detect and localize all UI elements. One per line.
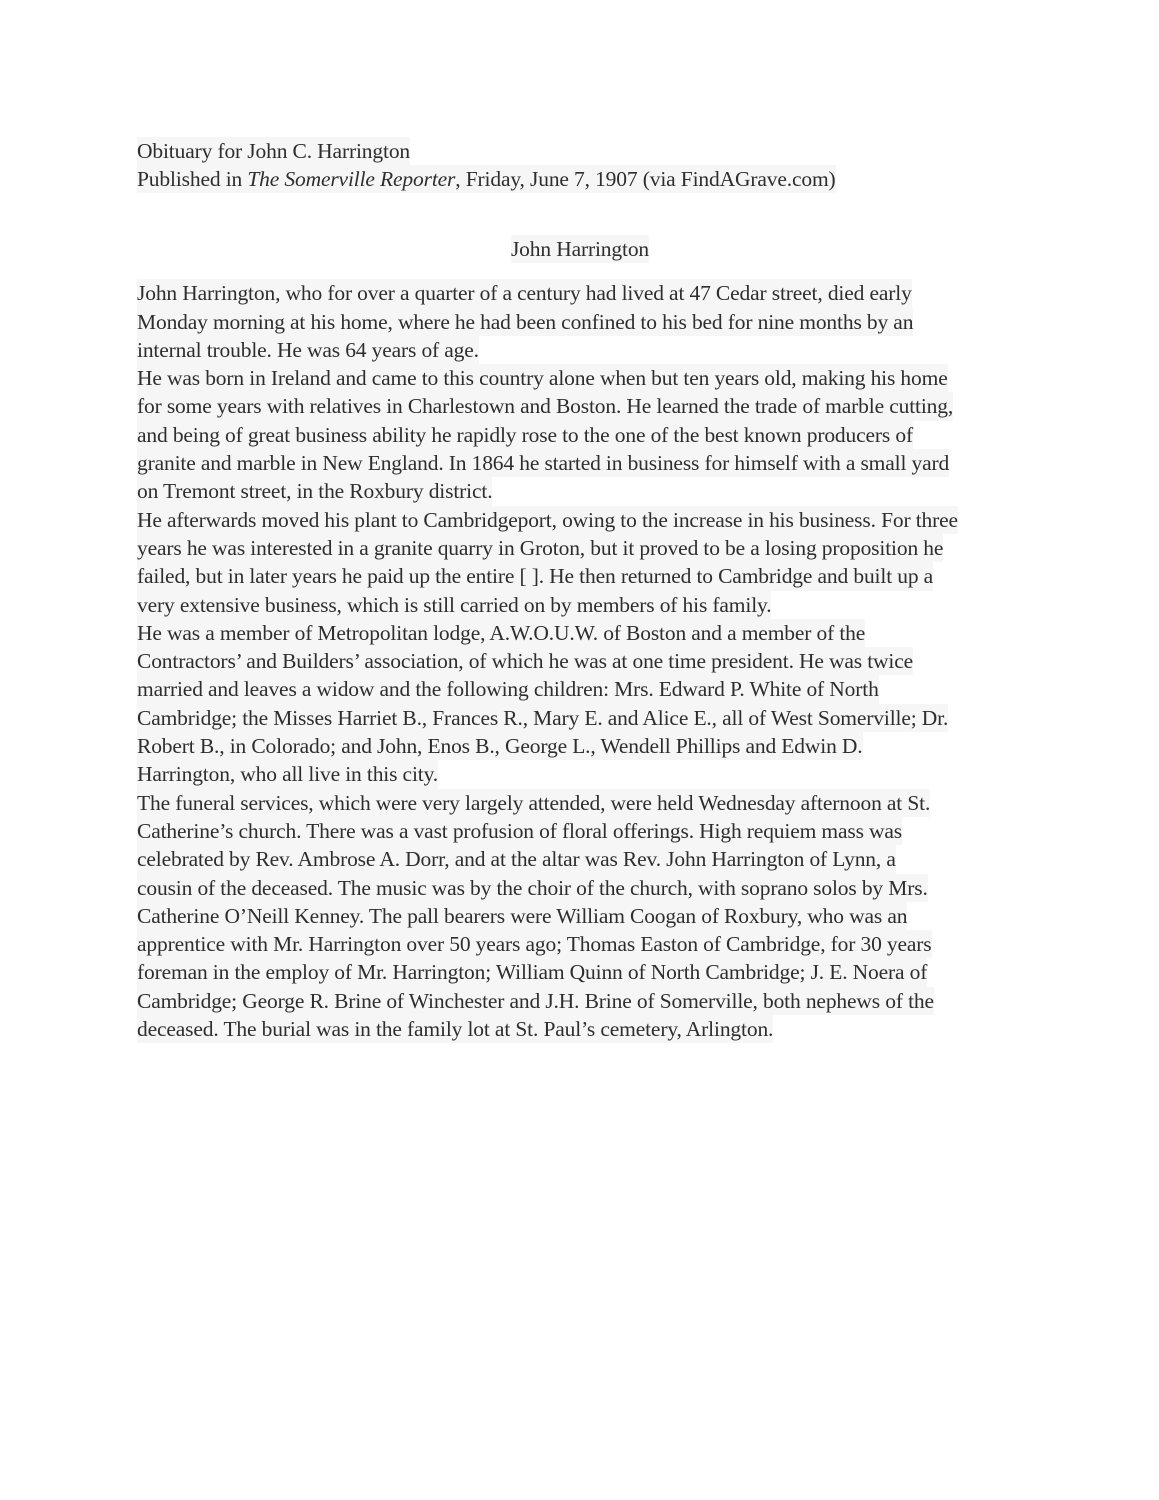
body-line: He afterwards moved his plant to Cambridgeport, owing to the increase in his business. For three [137, 506, 958, 534]
body-line: He was a member of Metropolitan lodge, A.W.O.U.W. of Boston and a member of the [137, 619, 865, 647]
body-line: internal trouble. He was 64 years of age. [137, 336, 479, 364]
body-line: He was born in Ireland and came to this country alone when but ten years old, making his home [137, 364, 948, 392]
body-line: and being of great business ability he rapidly rose to the one of the best known producers of [137, 421, 913, 449]
body-line: Cambridge; George R. Brine of Winchester and J.H. Brine of Somerville, both nephews of the [137, 987, 934, 1015]
body-line: failed, but in later years he paid up the entire [ ]. He then returned to Cambridge and built up a [137, 562, 933, 590]
body-line: celebrated by Rev. Ambrose A. Dorr, and at the altar was Rev. John Harrington of Lynn, a [137, 845, 896, 873]
newspaper-name: The Somerville Reporter [247, 167, 456, 191]
publication-line [137, 165, 836, 193]
body-line: years he was interested in a granite quarry in Groton, but it proved to be a losing proposition he [137, 534, 943, 562]
body-line: very extensive business, which is still carried on by members of his family. [137, 591, 771, 619]
publication-prefix: Published in [137, 167, 248, 191]
body-line: deceased. The burial was in the family lot at St. Paul’s cemetery, Arlington. [137, 1015, 773, 1043]
body-line: Monday morning at his home, where he had been confined to his bed for nine months by an [137, 308, 913, 336]
body-line: for some years with relatives in Charlestown and Boston. He learned the trade of marble cutting, [137, 392, 953, 420]
body-line: apprentice with Mr. Harrington over 50 years ago; Thomas Easton of Cambridge, for 30 years [137, 930, 932, 958]
article-body [137, 279, 1037, 1043]
body-line: cousin of the deceased. The music was by the choir of the church, with soprano solos by Mrs. [137, 874, 928, 902]
document-title: Obituary for John C. Harrington [137, 139, 411, 163]
body-line: granite and marble in New England. In 1864 he started in business for himself with a small yard [137, 449, 949, 477]
body-line: Contractors’ and Builders’ association, of which he was at one time president. He was twice [137, 647, 913, 675]
body-line: Robert B., in Colorado; and John, Enos B., George L., Wendell Phillips and Edwin D. [137, 732, 863, 760]
publication-suffix: , Friday, June 7, 1907 (via FindAGrave.com) [455, 167, 836, 191]
body-line: married and leaves a widow and the following children: Mrs. Edward P. White of North [137, 675, 879, 703]
article-heading-wrap [137, 235, 1023, 263]
body-line: The funeral services, which were very largely attended, were held Wednesday afternoon at St. [137, 789, 930, 817]
body-line: Catherine O’Neill Kenney. The pall bearers were William Coogan of Roxbury, who was an [137, 902, 907, 930]
body-line: Catherine’s church. There was a vast profusion of floral offerings. High requiem mass was [137, 817, 902, 845]
body-line: John Harrington, who for over a quarter of a century had lived at 47 Cedar street, died early [137, 279, 912, 307]
body-line: Harrington, who all live in this city. [137, 760, 438, 788]
article-heading: John Harrington [511, 235, 649, 263]
document-page [137, 137, 1037, 1043]
body-line: Cambridge; the Misses Harriet B., Frances R., Mary E. and Alice E., all of West Somerville; Dr. [137, 704, 948, 732]
body-line: on Tremont street, in the Roxbury district. [137, 477, 492, 505]
body-line: foreman in the employ of Mr. Harrington; William Quinn of North Cambridge; J. E. Noera of [137, 958, 927, 986]
